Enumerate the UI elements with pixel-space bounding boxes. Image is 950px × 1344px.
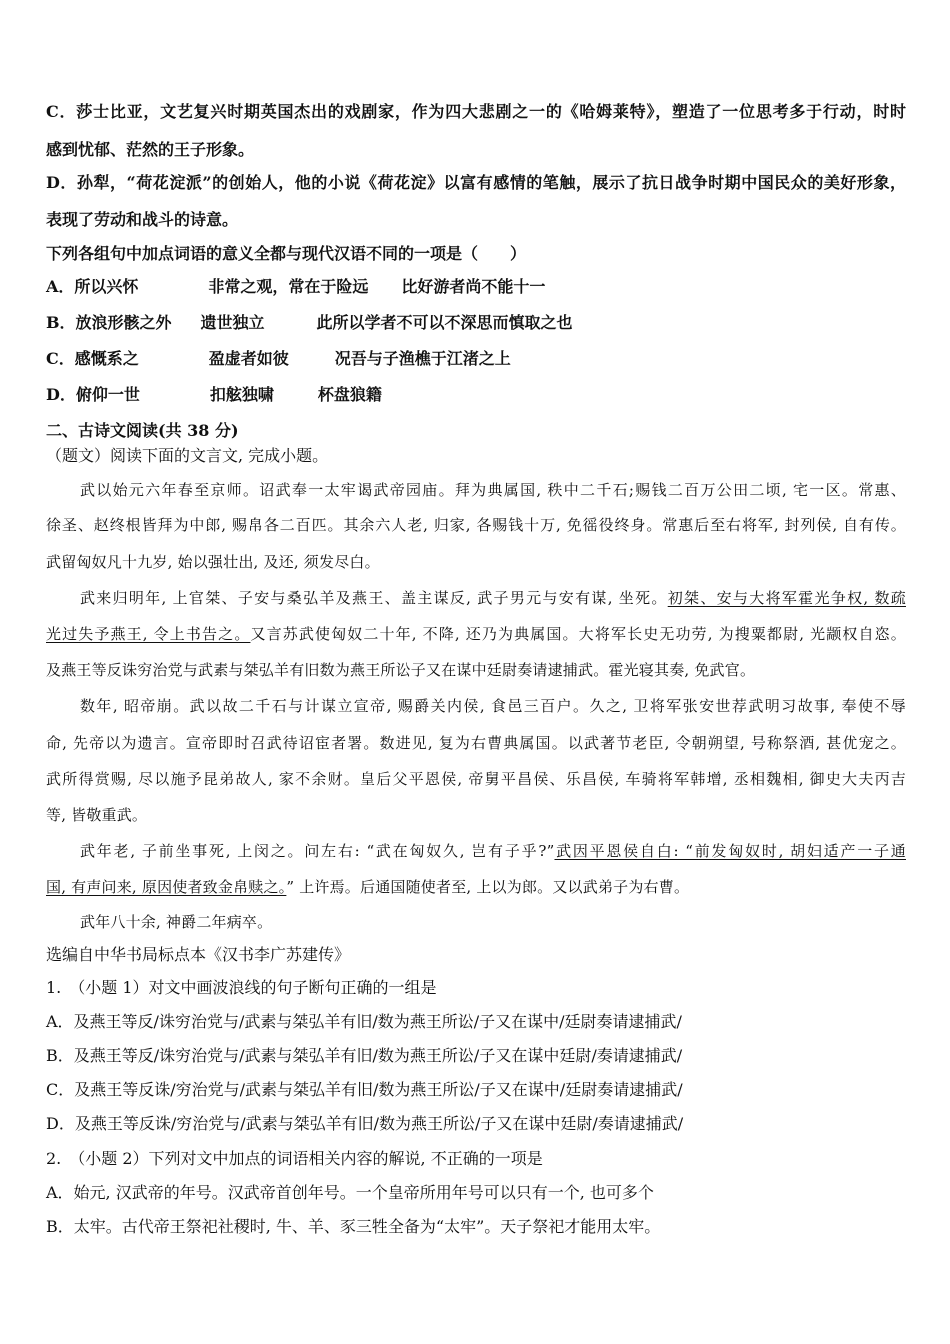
passage-p4-l2: 国, 有声问来, 原因使者致金帛赎之。” 上许焉。后通国随使者至, 上以为郎。又以武弟子为右曹。 bbox=[46, 878, 690, 896]
word-option-a bbox=[46, 277, 545, 297]
wavy-underlined-text: 光过失予燕王, 令上书告之。 bbox=[46, 625, 251, 643]
underlined-text: 武因平恩侯自白: “前发匈奴时, 胡妇适产一子通 bbox=[554, 842, 906, 860]
reading-intro: （题文）阅读下面的文言文, 完成小题。 bbox=[46, 446, 329, 465]
option-c-line1: C．莎士比亚，文艺复兴时期英国杰出的戏剧家，作为四大悲剧之一的《哈姆莱特》，塑造了一位思考多于行动，时时 bbox=[46, 102, 906, 121]
option-label: C． bbox=[46, 349, 75, 368]
q2-option-a: A．始元, 汉武帝的年号。汉武帝首创年号。一个皇帝所用年号可以只有一个, 也可多个 bbox=[46, 1183, 654, 1202]
passage-p3-l2: 命, 先帝以为遗言。宣帝即时召武待诏宦者署。数进见, 复为右曹典属国。以武著节老臣, 令朝朔望, 号称祭酒, 甚优宠之。 bbox=[46, 734, 906, 752]
option-c-line2: 感到忧郁、茫然的王子形象。 bbox=[46, 140, 255, 159]
passage-p2-l3: 及燕王等反诛穷治党与武素与桀弘羊有旧数为燕王所讼子又在谋中廷尉奏请逮捕武。霍光寝其奏, 免武官。 bbox=[46, 661, 756, 679]
q2-option-b: B．太牢。古代帝王祭祀社稷时, 牛、羊、豕三牲全备为“太牢”。天子祭祀才能用太牢。 bbox=[46, 1217, 661, 1236]
q1-option-c: C．及燕王等反诛/穷治党与/武素与桀弘羊有旧/数为燕王所讼/子又在谋中/廷尉奏请逮捕武/ bbox=[46, 1080, 683, 1099]
passage-p2-l2: 光过失予燕王, 令上书告之。又言苏武使匈奴二十年, 不降, 还乃为典属国。大将军长史无功劳, 为搜粟都尉, 光颛权自恣。 bbox=[46, 625, 906, 643]
option-phrase: 感慨系之 bbox=[74, 349, 139, 368]
passage-p1-l1: 武以始元六年春至京师。诏武奉一太牢谒武帝园庙。拜为典属国, 秩中二千石;赐钱二百万公田二顷, 宅一区。常惠、 bbox=[80, 481, 906, 499]
option-phrase: 杯盘狼籍 bbox=[317, 385, 382, 404]
passage-p1-l3: 武留匈奴凡十九岁, 始以强壮出, 及还, 须发尽白。 bbox=[46, 553, 380, 571]
passage-p1-l2: 徐圣、赵终根皆拜为中郎, 赐帛各二百匹。其余六人老, 归家, 各赐钱十万, 免徭役终身。常惠后至右将军, 封列侯, 自有传。 bbox=[46, 516, 906, 534]
option-phrase: 比好游者尚不能十一 bbox=[401, 277, 546, 296]
passage-p5: 武年八十余, 神爵二年病卒。 bbox=[80, 913, 273, 931]
word-question-stem: 下列各组句中加点词语的意义全都与现代汉语不同的一项是（ ） bbox=[46, 244, 527, 263]
option-label: B． bbox=[46, 313, 76, 332]
option-phrase: 盈虚者如彼 bbox=[208, 349, 289, 368]
passage-p3-l1: 数年, 昭帝崩。武以故二千石与计谋立宣帝, 赐爵关内侯, 食邑三百户。久之, 卫将军张安世荐武明习故事, 奉使不辱 bbox=[80, 697, 906, 715]
option-d-line2: 表现了劳动和战斗的诗意。 bbox=[46, 210, 239, 229]
option-label: D． bbox=[46, 385, 76, 404]
option-phrase: 况吾与子渔樵于江渚之上 bbox=[334, 349, 511, 368]
option-phrase: 所以兴怀 bbox=[74, 277, 139, 296]
section-heading: 二、古诗文阅读(共 38 分) bbox=[46, 421, 239, 440]
passage-source: 选编自中华书局标点本《汉书李广苏建传》 bbox=[46, 945, 351, 964]
option-phrase: 放浪形骸之外 bbox=[75, 313, 172, 332]
q1-option-b: B．及燕王等反/诛穷治党与/武素与桀弘羊有旧/数为燕王所讼/子又在谋中廷尉/奏请逮捕武/ bbox=[46, 1046, 683, 1065]
option-phrase: 此所以学者不可以不深思而慎取之也 bbox=[316, 313, 573, 332]
underlined-text: 国, 有声问来, 原因使者致金帛赎之。 bbox=[46, 878, 287, 896]
q1-option-a: A．及燕王等反/诛穷治党与/武素与桀弘羊有旧/数为燕王所讼/子又在谋中/廷尉奏请逮捕武/ bbox=[46, 1012, 682, 1031]
word-option-b bbox=[46, 313, 573, 333]
passage-p3-l3: 武所得赏赐, 尽以施予昆弟故人, 家不余财。皇后父平恩侯, 帝舅平昌侯、乐昌侯, 车骑将军韩增, 丞相魏相, 御史大夫丙吉 bbox=[46, 770, 906, 788]
option-label: A． bbox=[46, 277, 75, 296]
option-phrase: 遗世独立 bbox=[200, 313, 265, 332]
passage-p4-l1: 武年老, 子前坐事死, 上闵之。问左右: “武在匈奴久, 岂有子乎?”武因平恩侯自白: “前发匈奴时, 胡妇适产一子通 bbox=[80, 842, 906, 860]
passage-p3-l4: 等, 皆敬重武。 bbox=[46, 806, 148, 824]
passage-p2-l1: 武来归明年, 上官桀、子安与桑弘羊及燕王、盖主谋反, 武子男元与安有谋, 坐死。初桀、安与大将军霍光争权, 数疏 bbox=[80, 589, 906, 607]
wavy-underlined-text: 初桀、安与大将军霍光争权, 数疏 bbox=[667, 589, 906, 607]
q2-stem: 2. （小题 2）下列对文中加点的词语相关内容的解说, 不正确的一项是 bbox=[46, 1149, 543, 1168]
option-phrase: 俯仰一世 bbox=[75, 385, 140, 404]
option-phrase: 非常之观，常在于险远 bbox=[208, 277, 369, 296]
q1-option-d: D．及燕王等反诛/穷治党与/武素与桀弘羊有旧/数为燕王所讼/子又在谋中廷尉/奏请逮捕武/ bbox=[46, 1114, 684, 1133]
q1-stem: 1. （小题 1）对文中画波浪线的句子断句正确的一组是 bbox=[46, 978, 437, 997]
option-d-line1: D．孙犁，“荷花淀派”的创始人，他的小说《荷花淀》以富有感情的笔触，展示了抗日战争时期中国民众的美好形象， bbox=[46, 173, 906, 192]
word-option-c bbox=[46, 349, 511, 369]
option-phrase: 扣舷独啸 bbox=[209, 385, 274, 404]
word-option-d bbox=[46, 385, 382, 405]
